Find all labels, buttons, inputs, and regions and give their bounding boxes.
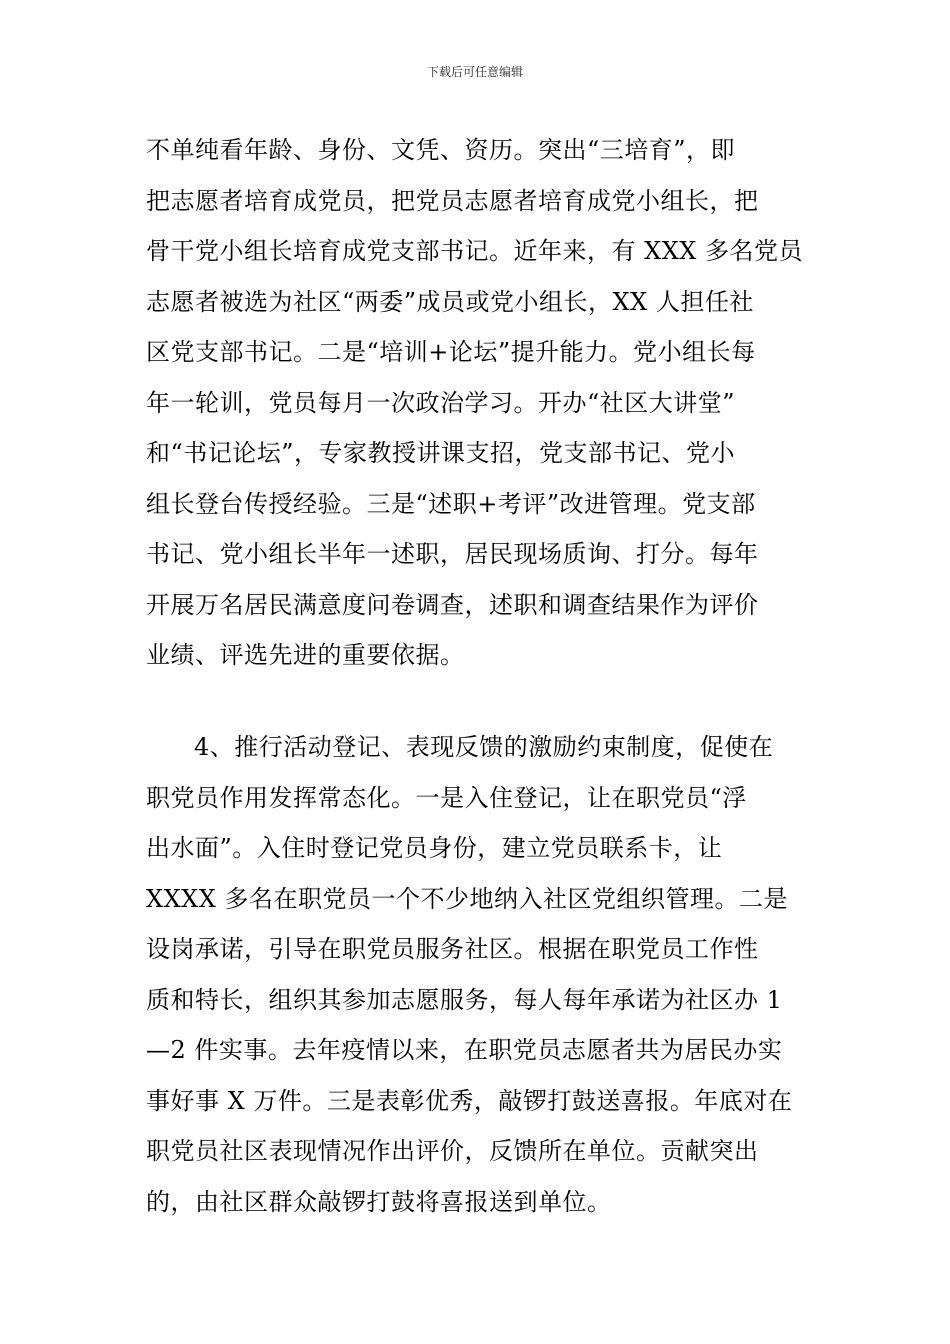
paragraph-line: 组长登台传授经验。三是“述职+考评”改进管理。党支部 (146, 489, 756, 518)
paragraph-line: 不单纯看年龄、身份、文凭、资历。突出“三培育”，即 (146, 136, 736, 164)
paragraph-line: 设岗承诺，引导在职党员服务社区。根据在职党员工作性 (146, 935, 759, 963)
paragraph-line: 出水面”。入住时登记党员身份，建立党员联系卡，让 (146, 834, 723, 862)
paragraph-line: —2 件实事。去年疫情以来，在职党员志愿者共为居民办实 (146, 1036, 783, 1064)
page-header: 下载后可任意编辑 (426, 65, 523, 79)
paragraph-line: 职党员作用发挥常态化。一是入住登记，让在职党员“浮 (146, 783, 747, 812)
paragraph-line: 年一轮训，党员每月一次政治学习。开办“社区大讲堂” (146, 388, 736, 417)
paragraph-line-first: 4、推行活动登记、表现反馈的激励约束制度，促使在 (194, 733, 774, 761)
paragraph-line: 志愿者被选为社区“两委”成员或党小组长，XX 人担任社 (146, 287, 754, 316)
paragraph-line: 把志愿者培育成党员，把党员志愿者培育成党小组长，把 (146, 186, 759, 215)
paragraph-line: 骨干党小组长培育成党支部书记。近年来，有 XXX 多名党员 (146, 237, 804, 265)
paragraph-line: 事好事 X 万件。三是表彰优秀，敲锣打鼓送喜报。年底对在 (146, 1086, 793, 1115)
paragraph-line: 的，由社区群众敲锣打鼓将喜报送到单位。 (146, 1187, 612, 1216)
paragraph-line: 和“书记论坛”，专家教授讲课支招，党支部书记、党小 (146, 439, 736, 467)
paragraph-line: 业绩、评选先进的重要依据。 (146, 641, 465, 669)
paragraph-line: 质和特长，组织其参加志愿服务，每人每年承诺为社区办 1 (146, 985, 783, 1014)
paragraph-line: 开展万名居民满意度问卷调查，述职和调查结果作为评价 (146, 590, 759, 619)
paragraph-line: 职党员社区表现情况作出评价，反馈所在单位。贡献突出 (146, 1137, 759, 1165)
paragraph-line: 区党支部书记。二是“培训+论坛”提升能力。党小组长每 (146, 338, 756, 366)
paragraph-2 (146, 722, 806, 1227)
paragraph-line: 书记、党小组长半年一述职，居民现场质询、打分。每年 (146, 540, 759, 568)
paragraph-1 (146, 125, 806, 681)
paragraph-line: XXXX 多名在职党员一个不少地纳入社区党组织管理。二是 (146, 884, 788, 913)
